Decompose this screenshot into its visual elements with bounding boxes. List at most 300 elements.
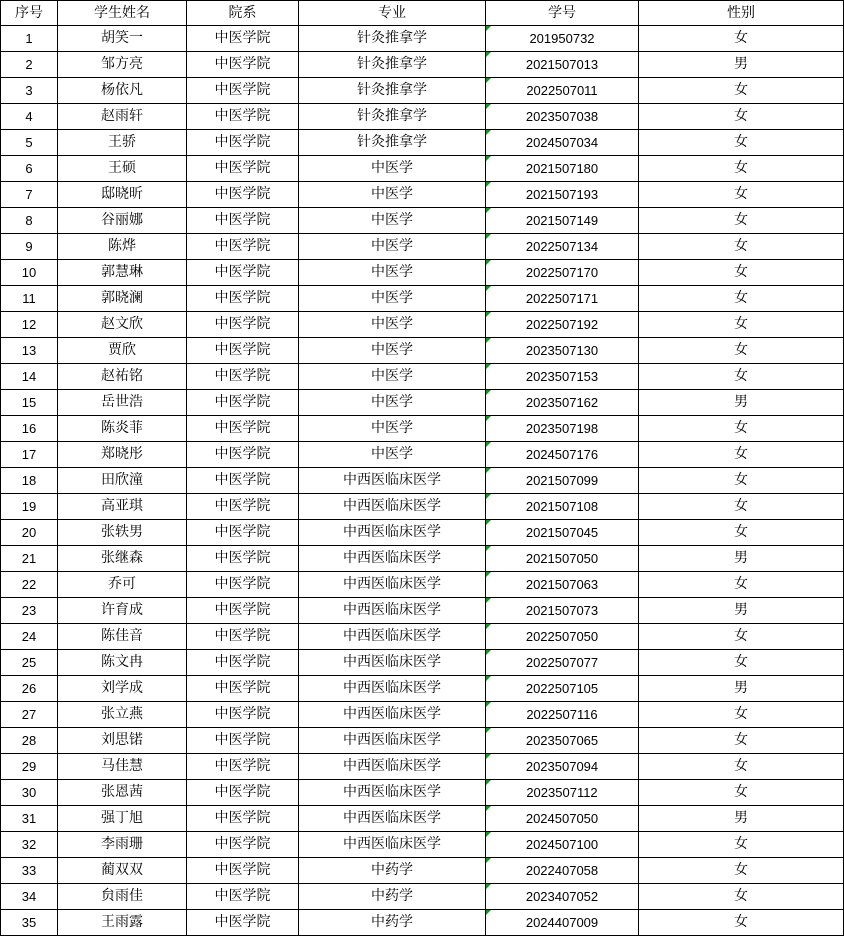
table-row [1,182,844,208]
cell-student-id[interactable] [486,520,639,546]
number-as-text-indicator-icon [486,156,491,161]
number-as-text-indicator-icon [486,338,491,343]
cell-student-name[interactable]: 贾欣 [58,338,187,364]
cell-student-id[interactable] [486,364,639,390]
cell-seq[interactable]: 1 [1,26,58,52]
cell-student-name[interactable]: 赵雨轩 [58,104,187,130]
cell-student-name[interactable]: 田欣潼 [58,468,187,494]
cell-student-id[interactable] [486,442,639,468]
cell-major[interactable]: 中医学 [299,182,486,208]
cell-student-id[interactable] [486,754,639,780]
student-id-text: 2024507034 [525,135,599,150]
cell-gender[interactable]: 男 [639,598,844,624]
cell-department[interactable]: 中医学院 [187,390,299,416]
cell-student-id[interactable] [486,286,639,312]
table-row [1,390,844,416]
cell-major[interactable]: 中西医临床医学 [299,468,486,494]
cell-major[interactable]: 中西医临床医学 [299,572,486,598]
cell-student-id[interactable] [486,858,639,884]
cell-student-name[interactable]: 张继森 [58,546,187,572]
cell-gender[interactable]: 女 [639,234,844,260]
number-as-text-indicator-icon [486,520,491,525]
student-id-text: 2023507112 [526,785,598,800]
table-row [1,780,844,806]
table-row [1,468,844,494]
cell-major[interactable]: 针灸推拿学 [299,104,486,130]
cell-major[interactable]: 中医学 [299,416,486,442]
cell-student-name[interactable]: 郭晓澜 [58,286,187,312]
cell-major[interactable]: 中药学 [299,858,486,884]
table-row [1,156,844,182]
cell-department[interactable]: 中医学院 [187,650,299,676]
table-row [1,208,844,234]
cell-department[interactable]: 中医学院 [187,52,299,78]
cell-department[interactable]: 中医学院 [187,130,299,156]
cell-student-name[interactable]: 马佳慧 [58,754,187,780]
cell-department[interactable]: 中医学院 [187,494,299,520]
number-as-text-indicator-icon [486,780,491,785]
cell-gender[interactable]: 女 [639,26,844,52]
table-row [1,858,844,884]
cell-seq[interactable]: 11 [1,286,58,312]
cell-student-id[interactable] [486,702,639,728]
cell-department[interactable]: 中医学院 [187,442,299,468]
cell-seq[interactable]: 26 [1,676,58,702]
cell-department[interactable]: 中医学院 [187,78,299,104]
cell-gender[interactable]: 女 [639,884,844,910]
cell-seq[interactable]: 5 [1,130,58,156]
cell-seq[interactable]: 28 [1,728,58,754]
cell-gender[interactable]: 女 [639,650,844,676]
number-as-text-indicator-icon [486,728,491,733]
table-row [1,338,844,364]
cell-seq[interactable]: 20 [1,520,58,546]
cell-department[interactable]: 中医学院 [187,338,299,364]
cell-student-id[interactable] [486,338,639,364]
cell-seq[interactable]: 35 [1,910,58,936]
cell-student-name[interactable]: 陈炎菲 [58,416,187,442]
student-id-text: 2022507105 [525,681,599,696]
cell-gender[interactable]: 女 [639,208,844,234]
cell-seq[interactable]: 8 [1,208,58,234]
cell-major[interactable]: 中医学 [299,156,486,182]
header-gender[interactable]: 性别 [639,1,844,26]
cell-student-name[interactable]: 邸晓昕 [58,182,187,208]
number-as-text-indicator-icon [486,806,491,811]
student-id-text: 2022507116 [526,707,598,722]
cell-department[interactable]: 中医学院 [187,364,299,390]
number-as-text-indicator-icon [486,442,491,447]
cell-student-id[interactable] [486,390,639,416]
table-row [1,130,844,156]
cell-student-name[interactable]: 王硕 [58,156,187,182]
cell-gender[interactable]: 女 [639,260,844,286]
table-row [1,364,844,390]
cell-gender[interactable]: 女 [639,312,844,338]
student-id-text: 2024507050 [525,811,599,826]
table-row [1,442,844,468]
cell-student-name[interactable]: 邹方亮 [58,52,187,78]
cell-student-name[interactable]: 李雨珊 [58,832,187,858]
table-row [1,624,844,650]
cell-gender[interactable]: 女 [639,780,844,806]
student-id-text: 2021507050 [525,551,599,566]
table-row [1,416,844,442]
cell-student-id[interactable] [486,676,639,702]
cell-major[interactable]: 中医学 [299,312,486,338]
cell-major[interactable]: 中西医临床医学 [299,624,486,650]
number-as-text-indicator-icon [486,494,491,499]
table-row [1,104,844,130]
cell-student-id[interactable] [486,312,639,338]
cell-student-id[interactable] [486,104,639,130]
cell-student-id[interactable] [486,572,639,598]
cell-seq[interactable]: 9 [1,234,58,260]
cell-department[interactable]: 中医学院 [187,572,299,598]
cell-department[interactable]: 中医学院 [187,260,299,286]
cell-department[interactable]: 中医学院 [187,26,299,52]
student-id-text: 2022507171 [525,291,599,306]
cell-gender[interactable]: 女 [639,572,844,598]
number-as-text-indicator-icon [486,390,491,395]
cell-seq[interactable]: 21 [1,546,58,572]
cell-department[interactable]: 中医学院 [187,832,299,858]
student-id-text: 2023507162 [525,395,599,410]
cell-major[interactable]: 中医学 [299,208,486,234]
cell-seq[interactable]: 29 [1,754,58,780]
student-id-text: 2021507063 [525,577,599,592]
cell-student-id[interactable] [486,910,639,936]
cell-student-name[interactable]: 陈佳音 [58,624,187,650]
cell-department[interactable]: 中医学院 [187,468,299,494]
cell-department[interactable]: 中医学院 [187,702,299,728]
number-as-text-indicator-icon [486,208,491,213]
cell-student-name[interactable]: 陈文冉 [58,650,187,676]
cell-student-id[interactable] [486,260,639,286]
cell-gender[interactable]: 女 [639,286,844,312]
cell-gender[interactable]: 女 [639,104,844,130]
cell-major[interactable]: 中医学 [299,442,486,468]
table-row [1,52,844,78]
cell-department[interactable]: 中医学院 [187,208,299,234]
cell-major[interactable]: 针灸推拿学 [299,130,486,156]
student-id-text: 2022507050 [525,629,599,644]
cell-student-id[interactable] [486,416,639,442]
cell-seq[interactable]: 4 [1,104,58,130]
cell-student-id[interactable] [486,494,639,520]
number-as-text-indicator-icon [486,754,491,759]
cell-gender[interactable]: 男 [639,546,844,572]
table-row [1,572,844,598]
cell-gender[interactable]: 女 [639,468,844,494]
cell-student-id[interactable] [486,728,639,754]
table-row [1,286,844,312]
cell-seq[interactable]: 7 [1,182,58,208]
cell-student-name[interactable]: 郭慧琳 [58,260,187,286]
student-id-text: 2021507193 [525,187,599,202]
cell-gender[interactable]: 男 [639,676,844,702]
table-row [1,598,844,624]
number-as-text-indicator-icon [486,546,491,551]
cell-student-name[interactable]: 赵文欣 [58,312,187,338]
cell-gender[interactable]: 男 [639,390,844,416]
header-department[interactable]: 院系 [187,1,299,26]
cell-gender[interactable]: 女 [639,442,844,468]
cell-student-id[interactable] [486,130,639,156]
cell-gender[interactable]: 女 [639,182,844,208]
table-row [1,312,844,338]
cell-student-id[interactable] [486,52,639,78]
student-id-text: 2021507149 [525,213,599,228]
cell-student-name[interactable]: 乔可 [58,572,187,598]
student-id-text: 2021507073 [525,603,599,618]
cell-gender[interactable]: 女 [639,520,844,546]
cell-student-name[interactable]: 刘学成 [58,676,187,702]
table-row [1,546,844,572]
cell-seq[interactable]: 13 [1,338,58,364]
cell-student-id[interactable] [486,832,639,858]
cell-department[interactable]: 中医学院 [187,624,299,650]
cell-department[interactable]: 中医学院 [187,884,299,910]
student-id-text: 2021507108 [525,499,599,514]
cell-department[interactable]: 中医学院 [187,806,299,832]
cell-student-name[interactable]: 谷丽娜 [58,208,187,234]
cell-seq[interactable]: 12 [1,312,58,338]
cell-gender[interactable]: 女 [639,494,844,520]
cell-major[interactable]: 中医学 [299,286,486,312]
table-row [1,494,844,520]
number-as-text-indicator-icon [486,312,491,317]
cell-major[interactable]: 中西医临床医学 [299,702,486,728]
cell-student-name[interactable]: 蔺双双 [58,858,187,884]
cell-seq[interactable]: 19 [1,494,58,520]
cell-seq[interactable]: 22 [1,572,58,598]
cell-gender[interactable]: 女 [639,364,844,390]
cell-department[interactable]: 中医学院 [187,286,299,312]
cell-student-id[interactable] [486,884,639,910]
cell-major[interactable]: 中医学 [299,234,486,260]
student-id-text: 2022507134 [525,239,599,254]
header-row [1,1,844,26]
cell-gender[interactable]: 女 [639,624,844,650]
cell-major[interactable]: 中西医临床医学 [299,650,486,676]
table-row [1,78,844,104]
cell-major[interactable]: 中西医临床医学 [299,728,486,754]
cell-student-name[interactable]: 赵祐铭 [58,364,187,390]
cell-major[interactable]: 中西医临床医学 [299,676,486,702]
cell-student-name[interactable]: 张立燕 [58,702,187,728]
cell-major[interactable]: 中药学 [299,884,486,910]
cell-student-name[interactable]: 王骄 [58,130,187,156]
cell-seq[interactable]: 6 [1,156,58,182]
cell-student-id[interactable] [486,546,639,572]
cell-gender[interactable]: 女 [639,832,844,858]
header-seq[interactable]: 序号 [1,1,58,26]
cell-major[interactable]: 中医学 [299,390,486,416]
cell-major[interactable]: 针灸推拿学 [299,26,486,52]
number-as-text-indicator-icon [486,676,491,681]
cell-seq[interactable]: 34 [1,884,58,910]
cell-gender[interactable]: 女 [639,78,844,104]
cell-department[interactable]: 中医学院 [187,182,299,208]
cell-student-id[interactable] [486,234,639,260]
cell-student-id[interactable] [486,650,639,676]
number-as-text-indicator-icon [486,416,491,421]
table-row [1,520,844,546]
cell-gender[interactable]: 男 [639,806,844,832]
table-row [1,26,844,52]
cell-seq[interactable]: 14 [1,364,58,390]
number-as-text-indicator-icon [486,572,491,577]
student-id-text: 2023507038 [525,109,599,124]
student-id-text: 2022407058 [525,863,599,878]
cell-department[interactable]: 中医学院 [187,754,299,780]
cell-major[interactable]: 中医学 [299,260,486,286]
cell-department[interactable]: 中医学院 [187,520,299,546]
student-id-text: 2023507198 [525,421,599,436]
cell-student-id[interactable] [486,156,639,182]
cell-major[interactable]: 中西医临床医学 [299,598,486,624]
student-id-text: 2023507065 [525,733,599,748]
cell-student-name[interactable]: 刘思锘 [58,728,187,754]
number-as-text-indicator-icon [486,832,491,837]
cell-major[interactable]: 中西医临床医学 [299,806,486,832]
student-id-text: 2024507100 [525,837,599,852]
student-id-text: 2022507077 [525,655,599,670]
cell-seq[interactable]: 16 [1,416,58,442]
cell-student-name[interactable]: 岳世浩 [58,390,187,416]
cell-major[interactable]: 中西医临床医学 [299,520,486,546]
cell-major[interactable]: 中西医临床医学 [299,832,486,858]
cell-department[interactable]: 中医学院 [187,598,299,624]
cell-gender[interactable]: 女 [639,754,844,780]
cell-major[interactable]: 中西医临床医学 [299,494,486,520]
cell-major[interactable]: 中医学 [299,364,486,390]
cell-department[interactable]: 中医学院 [187,312,299,338]
cell-student-name[interactable]: 许育成 [58,598,187,624]
student-id-text: 2022507192 [525,317,599,332]
cell-major[interactable]: 中西医临床医学 [299,780,486,806]
cell-student-id[interactable] [486,624,639,650]
cell-student-name[interactable]: 胡笑一 [58,26,187,52]
cell-gender[interactable]: 男 [639,52,844,78]
table-row [1,832,844,858]
cell-student-name[interactable]: 王雨露 [58,910,187,936]
cell-department[interactable]: 中医学院 [187,416,299,442]
cell-seq[interactable]: 27 [1,702,58,728]
cell-student-id[interactable] [486,26,639,52]
cell-seq[interactable]: 30 [1,780,58,806]
number-as-text-indicator-icon [486,468,491,473]
cell-major[interactable]: 针灸推拿学 [299,78,486,104]
cell-student-name[interactable]: 郑晓彤 [58,442,187,468]
cell-gender[interactable]: 女 [639,338,844,364]
cell-seq[interactable]: 3 [1,78,58,104]
cell-seq[interactable]: 17 [1,442,58,468]
cell-student-name[interactable]: 陈烨 [58,234,187,260]
cell-student-id[interactable] [486,78,639,104]
table-row [1,650,844,676]
cell-department[interactable]: 中医学院 [187,780,299,806]
number-as-text-indicator-icon [486,260,491,265]
cell-seq[interactable]: 24 [1,624,58,650]
cell-department[interactable]: 中医学院 [187,858,299,884]
cell-department[interactable]: 中医学院 [187,546,299,572]
header-major[interactable]: 专业 [299,1,486,26]
cell-student-id[interactable] [486,598,639,624]
student-id-text: 2023507153 [525,369,599,384]
cell-department[interactable]: 中医学院 [187,910,299,936]
cell-seq[interactable]: 10 [1,260,58,286]
cell-seq[interactable]: 15 [1,390,58,416]
student-id-text: 201950732 [529,31,595,46]
cell-major[interactable]: 针灸推拿学 [299,52,486,78]
cell-seq[interactable]: 18 [1,468,58,494]
cell-major[interactable]: 中医学 [299,338,486,364]
cell-student-id[interactable] [486,468,639,494]
cell-student-id[interactable] [486,208,639,234]
student-id-text: 2021507013 [525,57,599,72]
cell-seq[interactable]: 23 [1,598,58,624]
cell-seq[interactable]: 25 [1,650,58,676]
cell-seq[interactable]: 2 [1,52,58,78]
cell-student-name[interactable]: 张轶男 [58,520,187,546]
cell-gender[interactable]: 女 [639,728,844,754]
cell-major[interactable]: 中西医临床医学 [299,754,486,780]
cell-student-name[interactable]: 高亚琪 [58,494,187,520]
cell-gender[interactable]: 女 [639,416,844,442]
cell-seq[interactable]: 31 [1,806,58,832]
cell-major[interactable]: 中西医临床医学 [299,546,486,572]
table-body [1,26,844,936]
table-row [1,884,844,910]
cell-student-name[interactable]: 张恩茜 [58,780,187,806]
cell-student-id[interactable] [486,182,639,208]
cell-department[interactable]: 中医学院 [187,234,299,260]
cell-student-id[interactable] [486,780,639,806]
cell-department[interactable]: 中医学院 [187,676,299,702]
cell-seq[interactable]: 33 [1,858,58,884]
student-id-text: 2024407009 [525,915,599,930]
student-id-text: 2023507130 [525,343,599,358]
cell-department[interactable]: 中医学院 [187,156,299,182]
number-as-text-indicator-icon [486,910,491,915]
cell-gender[interactable]: 女 [639,702,844,728]
cell-student-name[interactable]: 贠雨佳 [58,884,187,910]
cell-student-name[interactable]: 杨依凡 [58,78,187,104]
cell-student-id[interactable] [486,806,639,832]
cell-gender[interactable]: 女 [639,130,844,156]
header-student-name[interactable]: 学生姓名 [58,1,187,26]
student-id-text: 2023507094 [525,759,599,774]
cell-seq[interactable]: 32 [1,832,58,858]
number-as-text-indicator-icon [486,364,491,369]
cell-gender[interactable]: 女 [639,156,844,182]
cell-major[interactable]: 中药学 [299,910,486,936]
number-as-text-indicator-icon [486,884,491,889]
number-as-text-indicator-icon [486,52,491,57]
table-row [1,702,844,728]
header-student-id[interactable]: 学号 [486,1,639,26]
cell-department[interactable]: 中医学院 [187,104,299,130]
cell-student-name[interactable]: 强丁旭 [58,806,187,832]
cell-department[interactable]: 中医学院 [187,728,299,754]
number-as-text-indicator-icon [486,650,491,655]
number-as-text-indicator-icon [486,104,491,109]
table-row [1,676,844,702]
cell-gender[interactable]: 女 [639,910,844,936]
cell-gender[interactable]: 女 [639,858,844,884]
